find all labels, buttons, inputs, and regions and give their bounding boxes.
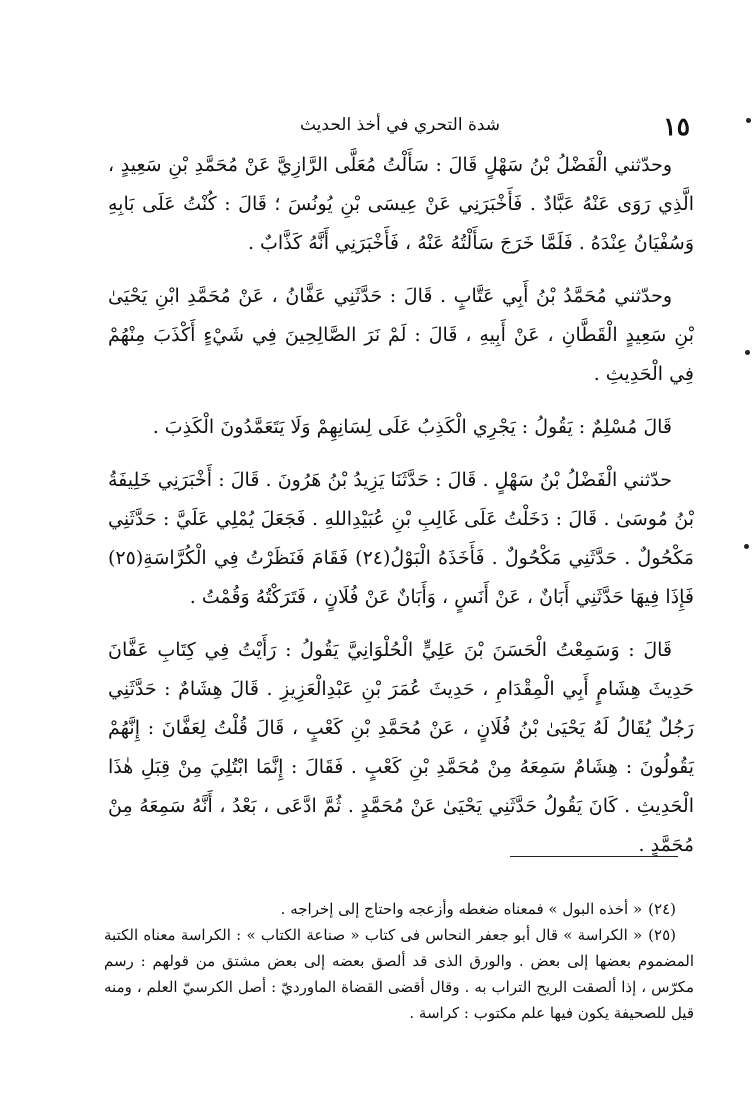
- paragraph: حدّثني الْفَضْلُ بْنُ سَهْلٍ . قَالَ : حَدَّثَنَا يَزِيدُ بْنُ هَرُونَ . قَالَ : أَخْبَرَنِي خَلِيفَةُ بْنُ مُوسَىٰ . قَالَ : دَخَلْتُ عَلَى غَالِبِ بْنِ عُبَيْدِاللهِ . فَجَعَلَ يُمْلِي عَلَيَّ : حَدَّثَنِي مَكْحُولٌ . حَدَّثَنِي مَكْحُولٌ . فَأَخَذَهُ الْبَوْلُ(٢٤) فَقَامَ فَنَظَرْتُ فِي الْكُرَّاسَةِ(٢٥) فَإِذَا فِيهَا حَدَّثَنِي أَبَانٌ ، عَنْ أَنَسٍ ، وَأَبَانٌ عَنْ فُلَانٍ ، فَتَرَكْتُهُ وَقُمْتُ .: [108, 469, 694, 608]
- footnote-text: « أخذه البول » فمعناه ضغطه وأزعجه واحتاج إلى إخراجه .: [280, 900, 643, 918]
- scan-edge-mark: [744, 544, 749, 549]
- footnote: [104, 896, 694, 922]
- page-header: [110, 112, 690, 144]
- scan-edge-mark: [745, 350, 750, 355]
- footnote-mark: (٢٤): [648, 900, 676, 918]
- scan-edge-mark: [746, 118, 751, 123]
- paragraph: قَالَ مُسْلِمٌ : يَقُولُ : يَجْرِي الْكَذِبُ عَلَى لِسَانِهِمْ وَلَا يَتَعَمَّدُونَ الْكَذِبَ .: [152, 416, 672, 438]
- footnote-text: « الكراسة » قال أبو جعفر النحاس فى كتاب « صناعة الكتاب » : الكراسة معناه الكتبة المضموم بعضها إلى بعض . والورق الذى قد ألصق بعضه إلى بعض مشتق من قولهم : رسم مكرّس ، إذا ألصقت الريح التراب به . وقال أقضى القضاة الماورديّ : أصل الكرسيّ العلم ، ومنه قيل للصحيفة يكون فيها علم مكتوب : كراسة .: [104, 926, 694, 1022]
- paragraph: وحدّثني مُحَمَّدُ بْنُ أَبِي عَتَّابٍ . قَالَ : حَدَّثَنِي عَفَّانُ ، عَنْ مُحَمَّدِ ابْنِ يَحْيَىٰ بْنِ سَعِيدٍ الْقَطَّانِ ، عَنْ أَبِيهِ ، قَالَ : لَمْ نَرَ الصَّالِحِينَ فِي شَيْءٍ أَكْذَبَ مِنْهُمْ فِي الْحَدِيثِ .: [108, 285, 694, 385]
- main-text: [108, 146, 694, 865]
- running-title: شدة التحري في أخذ الحديث: [299, 115, 501, 135]
- footnotes: [104, 896, 694, 1026]
- footnote-separator: [510, 856, 678, 857]
- page-number: ١٥: [663, 112, 690, 141]
- paragraph: قَالَ : وَسَمِعْتُ الْحَسَنَ بْنَ عَلِيٍّ الْحُلْوَانِيَّ يَقُولُ : رَأَيْتُ فِي كِتَابِ عَفَّانَ حَدِيثَ هِشَامٍ أَبِي الْمِقْدَامِ ، حَدِيثَ عُمَرَ بْنِ عَبْدِالْعَزِيزِ . قَالَ هِشَامٌ : حَدَّثَنِي رَجُلٌ يُقَالُ لَهُ يَحْيَىٰ بْنُ فُلَانٍ ، عَنْ مُحَمَّدِ بْنِ كَعْبٍ ، قَالَ قُلْتُ لِعَفَّانَ : إِنَّهُمْ يَقُولُونَ : هِشَامٌ سَمِعَهُ مِنْ مُحَمَّدِ بْنِ كَعْبٍ . فَقَالَ : إِنَّمَا ابْتُلِيَ مِنْ قِبَلِ هٰذَا الْحَدِيثِ . كَانَ يَقُولُ حَدَّثَنِي يَحْيَىٰ عَنْ مُحَمَّدٍ . ثُمَّ ادَّعَى ، بَعْدُ ، أَنَّهُ سَمِعَهُ مِنْ مُحَمَّدٍ .: [108, 639, 694, 856]
- paragraph: وحدّثني الْفَضْلُ بْنُ سَهْلٍ قَالَ : سَأَلْتُ مُعَلَّى الرَّازِيَّ عَنْ مُحَمَّدِ بْنِ سَعِيدٍ ، الَّذِي رَوَى عَنْهُ عَبَّادٌ . فَأَخْبَرَنِي عَنْ عِيسَى بْنِ يُونُسَ ؛ قَالَ : كُنْتُ عَلَى بَابِهِ وَسُفْيَانُ عِنْدَهُ . فَلَمَّا خَرَجَ سَأَلْتُهُ عَنْهُ ، فَأَخْبَرَنِي أَنَّهُ كَذَّابٌ .: [108, 154, 694, 254]
- footnote: [104, 922, 694, 1026]
- footnote-mark: (٢٥): [648, 926, 676, 944]
